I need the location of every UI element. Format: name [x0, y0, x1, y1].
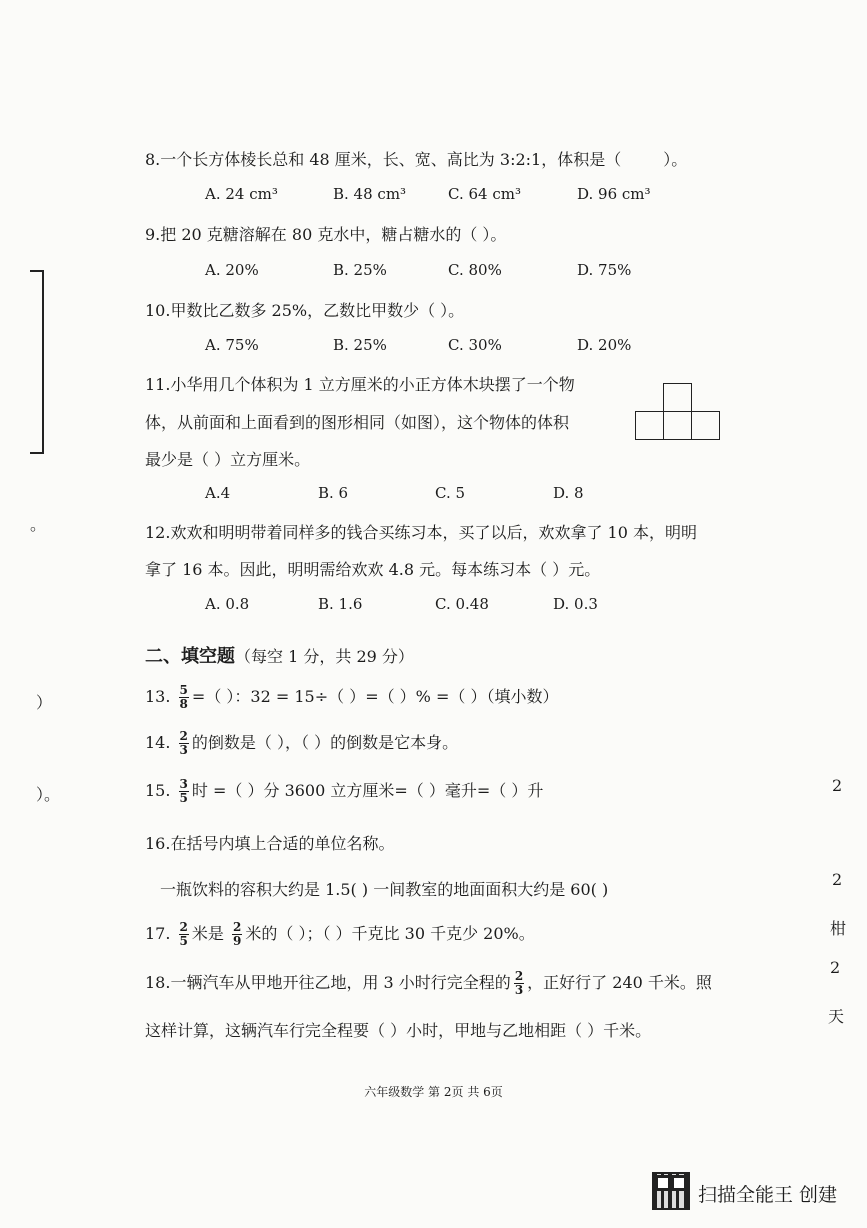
- option-a[interactable]: A. 20%: [205, 261, 259, 279]
- question-14: [145, 730, 458, 757]
- option-d[interactable]: D. 8: [553, 484, 584, 502]
- question-18-line-2: 这样计算，这辆汽车行完全程要（ ）小时，甲地与乙地相距（ ）千米。: [145, 1021, 652, 1040]
- denominator: 5: [179, 934, 188, 948]
- question-17: [145, 921, 535, 948]
- option-a[interactable]: A.4: [205, 484, 231, 502]
- question-13: [145, 684, 558, 711]
- question-13-text: =（ ）：32 = 15÷（ ）=（ ）% =（ ）（填小数）: [191, 687, 559, 706]
- question-17-text: 米的（ ）；（ ）千克比 30 千克少 20%。: [245, 924, 535, 943]
- margin-bracket: [30, 270, 44, 454]
- question-number: 13.: [145, 687, 171, 706]
- numerator: 2: [179, 920, 188, 934]
- denominator: 3: [514, 983, 524, 997]
- question-8: [145, 147, 687, 170]
- question-16: 16.在括号内填上合适的单位名称。: [145, 834, 395, 853]
- option-c[interactable]: C. 30%: [448, 336, 502, 354]
- question-12-line-2: 拿了 16 本。因此，明明需给欢欢 4.8 元。每本练习本（ ）元。: [145, 560, 601, 579]
- question-number: 17.: [145, 924, 171, 943]
- option-c[interactable]: C. 80%: [448, 261, 502, 279]
- option-b[interactable]: B. 25%: [333, 336, 387, 354]
- option-d[interactable]: D. 96 cm³: [577, 185, 651, 203]
- section-heading: [145, 642, 414, 668]
- cube-middle: [663, 411, 692, 440]
- left-edge-mark: ）。: [36, 785, 61, 804]
- fraction: [514, 970, 524, 997]
- option-c[interactable]: C. 64 cm³: [448, 185, 521, 203]
- cube-left: [635, 411, 664, 440]
- option-d[interactable]: D. 20%: [577, 336, 632, 354]
- option-a[interactable]: A. 75%: [205, 336, 259, 354]
- denominator: 3: [179, 743, 188, 757]
- numerator: 2: [514, 969, 524, 983]
- option-c[interactable]: C. 0.48: [435, 595, 489, 613]
- fraction: [179, 921, 189, 948]
- fraction: [179, 684, 189, 711]
- numerator: 3: [179, 777, 188, 791]
- question-11-line-1: 11.小华用几个体积为 1 立方厘米的小正方体木块摆了一个物: [145, 375, 575, 394]
- right-edge-mark: 2: [830, 958, 841, 977]
- question-12-line-1: 12.欢欢和明明带着同样多的钱合买练习本，买了以后，欢欢拿了 10 本，明明: [145, 523, 697, 542]
- fraction: [232, 921, 242, 948]
- page-footer: 六年级数学 第 2页 共 6页: [364, 1085, 503, 1099]
- qr-code-icon: [652, 1172, 690, 1210]
- option-b[interactable]: B. 48 cm³: [333, 185, 407, 203]
- option-b[interactable]: B. 6: [318, 484, 349, 502]
- option-b[interactable]: B. 25%: [333, 261, 387, 279]
- question-8-text: 8.一个长方体棱长总和 48 厘米，长、宽、高比为 3:2:1，体积是（: [145, 150, 622, 169]
- right-edge-mark: 2: [832, 870, 843, 889]
- fraction: [179, 730, 189, 757]
- question-9: 9.把 20 克糖溶解在 80 克水中，糖占糖水的（ ）。: [145, 225, 507, 244]
- question-15-text: 时 =（ ）分 3600 立方厘米=（ ）毫升=（ ）升: [191, 781, 544, 800]
- option-d[interactable]: D. 75%: [577, 261, 632, 279]
- option-d[interactable]: D. 0.3: [553, 595, 598, 613]
- right-edge-mark: 天: [828, 1007, 845, 1026]
- question-8-close: ）。: [663, 150, 688, 169]
- question-17-text: 米是: [191, 924, 224, 943]
- section-note: （每空 1 分，共 29 分）: [235, 647, 414, 666]
- numerator: 5: [179, 683, 188, 697]
- cube-right: [691, 411, 720, 440]
- denominator: 9: [233, 934, 242, 948]
- numerator: 2: [179, 729, 188, 743]
- question-15: [145, 778, 543, 805]
- question-11-line-2: 体，从前面和上面看到的图形相同（如图），这个物体的体积: [145, 413, 570, 432]
- section-title: 二、填空题: [145, 646, 235, 667]
- left-edge-mark: ）: [36, 693, 53, 712]
- fraction: [179, 778, 189, 805]
- cube-top: [663, 383, 692, 412]
- scanner-watermark: 扫描全能王 创建: [698, 1184, 838, 1206]
- denominator: 5: [179, 791, 188, 805]
- question-number: 14.: [145, 733, 171, 752]
- option-b[interactable]: B. 1.6: [318, 595, 363, 613]
- numerator: 2: [233, 920, 242, 934]
- question-18-text: 18.一辆汽车从甲地开往乙地，用 3 小时行完全程的: [145, 973, 511, 992]
- question-10: 10.甲数比乙数多 25%，乙数比甲数少（ ）。: [145, 301, 465, 320]
- question-16-line-2: 一瓶饮料的容积大约是 1.5( ) 一间教室的地面面积大约是 60( ): [160, 880, 609, 899]
- option-c[interactable]: C. 5: [435, 484, 466, 502]
- question-number: 15.: [145, 781, 171, 800]
- question-18: [145, 970, 712, 997]
- denominator: 8: [179, 697, 188, 711]
- option-a[interactable]: A. 24 cm³: [205, 185, 278, 203]
- left-edge-mark: 。: [30, 515, 47, 534]
- right-edge-mark: 柑: [830, 919, 847, 938]
- question-11-line-3: 最少是（ ）立方厘米。: [145, 450, 311, 469]
- question-18-text: ，正好行了 240 千米。照: [527, 973, 712, 992]
- option-a[interactable]: A. 0.8: [205, 595, 250, 613]
- question-14-text: 的倒数是（ ），（ ）的倒数是它本身。: [191, 733, 459, 752]
- right-edge-mark: 2: [832, 776, 843, 795]
